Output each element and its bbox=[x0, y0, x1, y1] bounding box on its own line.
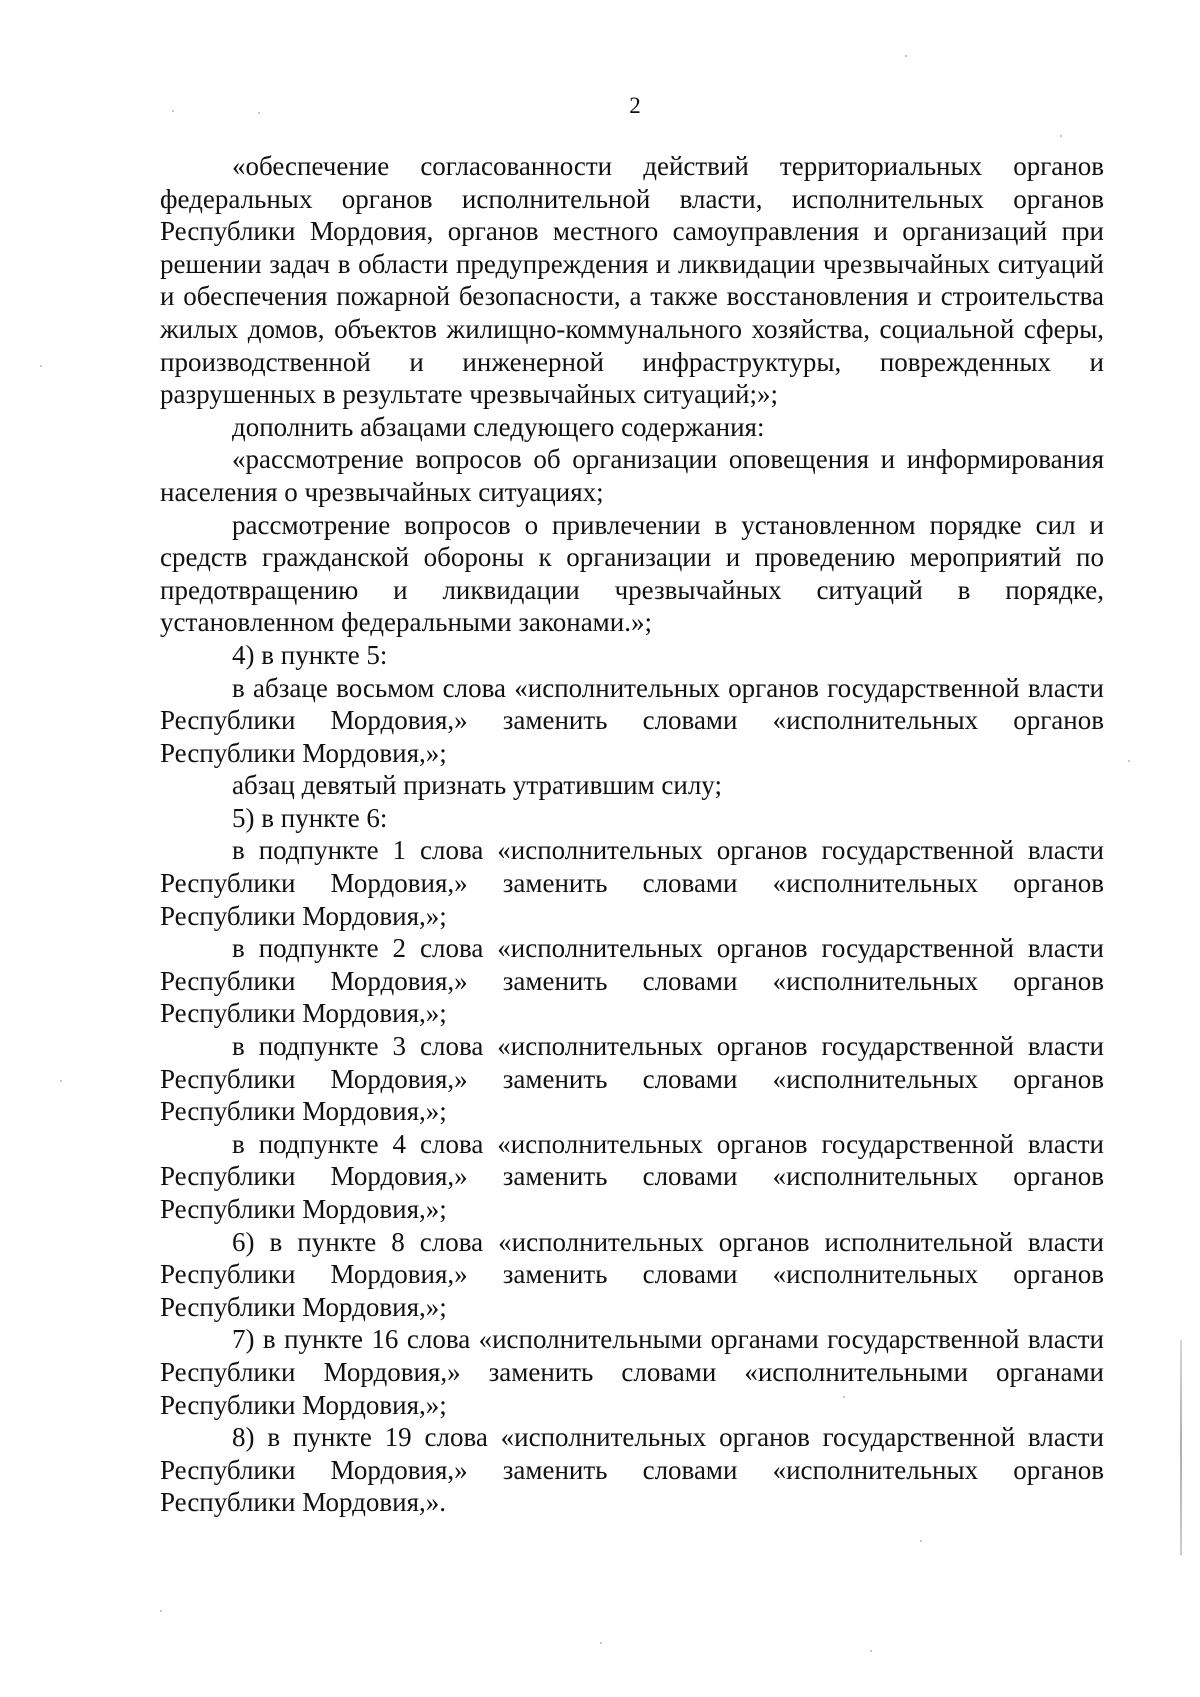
scan-speck bbox=[843, 1396, 845, 1398]
paragraph-item-4-paragraph-9: абзац девятый признать утратившим силу; bbox=[232, 770, 722, 801]
paragraph-item-6: 6) в пункте 8 слова «исполнительных органов исполнительной власти Республики Мордовия,» заменить словами «исполнительных органов Республики Мордовия,»; bbox=[160, 1226, 1104, 1322]
paragraph-subitem-3: в подпункте 3 слова «исполнительных органов государственной власти Республики Мордовия,» заменить словами «исполнительных органов Республики Мордовия,»; bbox=[160, 1031, 1104, 1127]
page-number: 2 bbox=[629, 93, 641, 118]
scan-speck bbox=[920, 1540, 922, 1542]
paragraph-civil-defense-clause: рассмотрение вопросов о привлечении в установленном порядке сил и средств гражданской обороны к организации и проведению мероприятий по предотвращению и ликвидации чрезвычайных ситуаций в порядке, установленном федеральными законами.»; bbox=[160, 509, 1104, 638]
paragraph-notification-clause: «рассмотрение вопросов об организации оповещения и информирования населения о чрезвычайных ситуациях; bbox=[160, 444, 1104, 507]
paragraph-subitem-1: в подпункте 1 слова «исполнительных органов государственной власти Республики Мордовия,» заменить словами «исполнительных органов Республики Мордовия,»; bbox=[160, 835, 1104, 931]
paragraph-coordination-clause: «обеспечение согласованности действий территориальных органов федеральных органов исполнительной власти, исполнительных органов Республики Мордовия, органов местного самоуправления и организаций при решении задач в области предупреждения и ликвидации чрезвычайных ситуаций и обеспечения пожарной безопасности, а также восстановления и строительства жилых домов, объектов жилищно-коммунального хозяйства, социальной сферы, производственной и инженерной инфраструктуры, поврежденных и разрушенных в результате чрезвычайных ситуаций;»; bbox=[160, 151, 1104, 410]
document-body bbox=[160, 150, 1104, 1519]
scan-speck bbox=[172, 110, 174, 112]
scan-speck bbox=[870, 1650, 872, 1652]
paragraph-item-4: 4) в пункте 5: bbox=[232, 639, 388, 670]
scan-speck bbox=[258, 112, 260, 114]
paragraph-subitem-4: в подпункте 4 слова «исполнительных органов государственной власти Республики Мордовия,» заменить словами «исполнительных органов Республики Мордовия,»; bbox=[160, 1128, 1104, 1224]
paragraph-item-7: 7) в пункте 16 слова «исполнительными органами государственной власти Республики Мордовия,» заменить словами «исполнительными органами Республики Мордовия,»; bbox=[160, 1324, 1104, 1420]
scan-speck bbox=[1128, 760, 1130, 762]
scan-speck bbox=[600, 1642, 602, 1644]
paragraph-subitem-2: в подпункте 2 слова «исполнительных органов государственной власти Республики Мордовия,» заменить словами «исполнительных органов Республики Мордовия,»; bbox=[160, 933, 1104, 1029]
paragraph-item-4-paragraph-8: в абзаце восьмом слова «исполнительных органов государственной власти Республики Мордовия,» заменить словами «исполнительных органов Республики Мордовия,»; bbox=[160, 672, 1104, 768]
scan-speck bbox=[60, 1080, 62, 1082]
scan-speck bbox=[40, 365, 42, 367]
paragraph-item-5: 5) в пункте 6: bbox=[232, 802, 388, 833]
scan-speck bbox=[905, 55, 907, 57]
scan-speck bbox=[1060, 135, 1062, 137]
paragraph-item-8: 8) в пункте 19 слова «исполнительных органов государственной власти Республики Мордовия,» заменить словами «исполнительных органов Республики Мордовия,». bbox=[160, 1422, 1104, 1518]
paragraph-add-clauses: дополнить абзацами следующего содержания: bbox=[232, 411, 765, 442]
scan-edge-mark bbox=[1180, 1340, 1182, 1555]
scan-speck bbox=[160, 1610, 162, 1612]
